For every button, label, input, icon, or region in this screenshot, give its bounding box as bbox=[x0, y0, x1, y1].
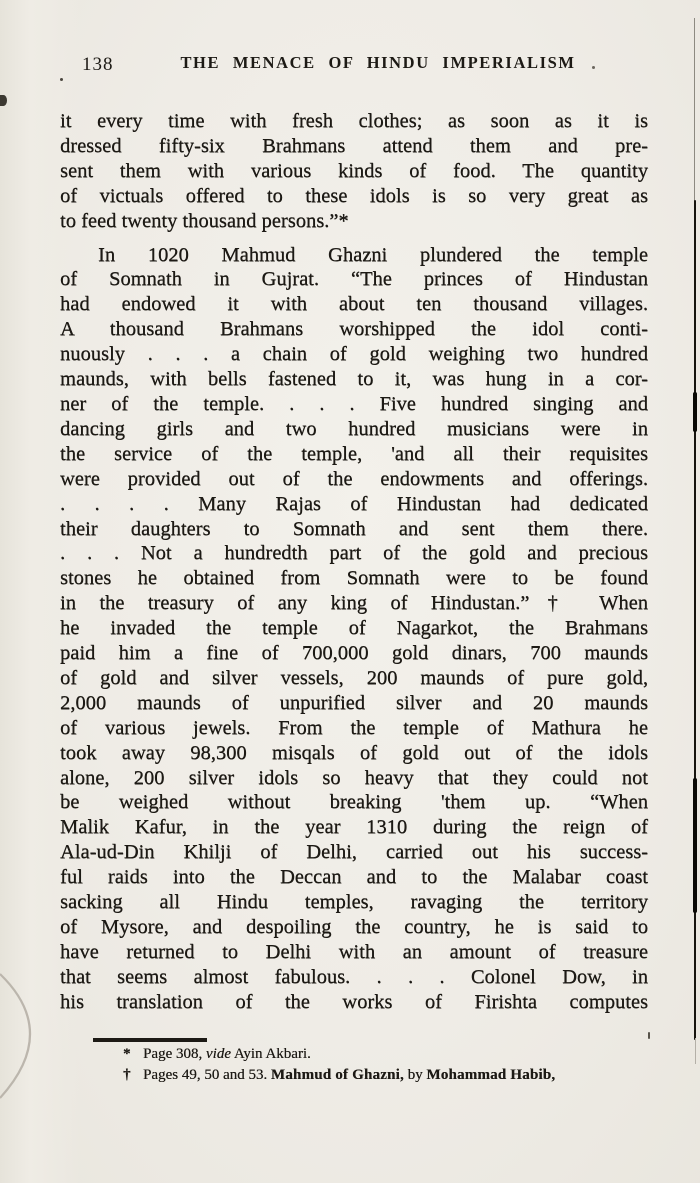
text-line: A thousand Brahmans worshipped the idol conti- bbox=[60, 318, 648, 341]
text-line: of Somnath in Gujrat. “The princes of Hindustan bbox=[60, 268, 648, 291]
text-line: that seems almost fabulous. . . . Colonel Dow, in bbox=[60, 965, 648, 988]
text-line: dressed fifty-six Brahmans attend them and pre- bbox=[60, 134, 648, 157]
text-line: Malik Kafur, in the year 1310 during the reign of bbox=[60, 816, 648, 839]
text-line: were provided out of the endowments and offerings. bbox=[60, 467, 648, 490]
text-line: stones he obtained from Somnath were to be found bbox=[60, 567, 648, 590]
footnote-text: by bbox=[403, 1066, 427, 1083]
page-number: 138 bbox=[82, 54, 114, 75]
scan-speck bbox=[648, 1032, 650, 1039]
text-line: sacking all Hindu temples, ravaging the territory bbox=[60, 891, 648, 914]
text-line: in the treasury of any king of Hindustan.”† When bbox=[60, 592, 648, 615]
text-line: of Mysore, and despoiling the country, he is said to bbox=[60, 916, 648, 938]
text-line: to feed twenty thousand persons.”* bbox=[60, 209, 349, 232]
footnote bbox=[97, 1044, 637, 1065]
text-line: the service of the temple, 'and all their requisites bbox=[60, 442, 648, 465]
footnote-text: Pages 49, 50 and 53. bbox=[143, 1066, 271, 1083]
footnote-marker: * bbox=[123, 1046, 131, 1062]
footnote-text: Ayin Akbari. bbox=[230, 1046, 311, 1062]
text-line: have returned to Delhi with an amount of treasure bbox=[60, 940, 648, 963]
text-line: be weighed without breaking 'them up. “When bbox=[60, 791, 648, 814]
footnote-text: Mohammad Habib, bbox=[426, 1066, 556, 1083]
text-line: maunds, with bells fastened to it, was hung in a cor- bbox=[60, 368, 648, 391]
text-line: of victuals offered to these idols is so very great as bbox=[60, 184, 648, 207]
page-edge-shadow bbox=[694, 200, 696, 1040]
text-line: had endowed it with about ten thousand villages. bbox=[60, 293, 648, 316]
paragraph bbox=[60, 109, 648, 234]
scan-speck bbox=[0, 95, 7, 106]
text-line: Ala-ud-Din Khilji of Delhi, carried out his success- bbox=[60, 841, 648, 864]
text-line: of gold and silver vessels, 200 maunds of pure gold, bbox=[60, 666, 648, 689]
text-line: paid him a fine of 700,000 gold dinars, 700 maunds bbox=[60, 642, 648, 665]
text-line: took away 98,300 misqals of gold out of the idols bbox=[60, 741, 648, 764]
page-edge-shadow bbox=[693, 392, 697, 432]
text-line: of various jewels. From the temple of Mathura he bbox=[60, 716, 648, 739]
footnote-text: Mahmud of Ghazni, bbox=[270, 1066, 404, 1083]
text-line: dancing girls and two hundred musicians were in bbox=[60, 417, 648, 440]
footnote-text: Page 308, bbox=[143, 1046, 206, 1062]
text-line: it every time with fresh clothes; as soon as it is bbox=[60, 110, 648, 132]
scan-speck bbox=[60, 78, 63, 81]
text-line: he invaded the temple of Nagarkot, the Brahmans bbox=[60, 617, 648, 640]
footnote bbox=[97, 1065, 637, 1086]
text-line: his translation of the works of Firishta computes bbox=[60, 990, 648, 1013]
text-line: ner of the temple. . . . Five hundred singing and bbox=[60, 392, 648, 415]
text-line: nuously . . . a chain of gold weighing two hundred bbox=[60, 343, 648, 366]
footnote-text: vide bbox=[205, 1046, 231, 1062]
footnotes bbox=[97, 1044, 637, 1085]
page-header bbox=[0, 52, 700, 78]
text-line: sent them with various kinds of food. The quantity bbox=[60, 159, 648, 182]
text-line: In 1020 Mahmud Ghazni plundered the temple bbox=[98, 243, 648, 266]
footnote-marker: † bbox=[123, 1066, 131, 1083]
footnote-rule bbox=[93, 1038, 207, 1042]
text-line: . . . . Many Rajas of Hindustan had dedicated bbox=[60, 492, 648, 515]
text-block bbox=[60, 109, 648, 1024]
text-line: . . . Not a hundredth part of the gold and precious bbox=[60, 542, 648, 565]
page-edge-shadow bbox=[695, 1038, 696, 1064]
text-line: alone, 200 silver idols so heavy that they could not bbox=[60, 766, 648, 789]
text-line: their daughters to Somnath and sent them there. bbox=[60, 517, 648, 540]
text-line: ful raids into the Deccan and to the Malabar coast bbox=[60, 866, 648, 889]
paragraph bbox=[60, 243, 648, 1015]
page-edge-shadow bbox=[694, 18, 695, 203]
text-line: 2,000 maunds of unpurified silver and 20 maunds bbox=[60, 691, 648, 714]
running-title: THE MENACE OF HINDU IMPERIALISM bbox=[180, 53, 576, 72]
page-edge-shadow bbox=[693, 778, 697, 913]
